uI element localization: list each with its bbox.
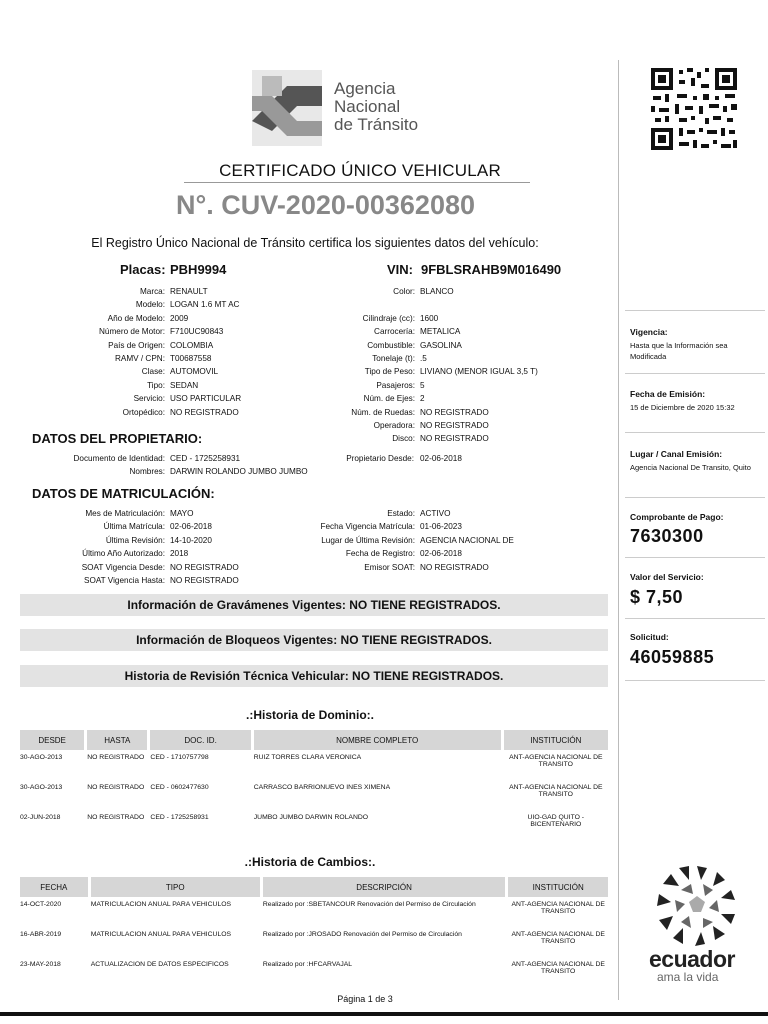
field-value: ACTIVO: [420, 509, 451, 518]
field-value: NO REGISTRADO: [170, 562, 239, 572]
table-cell: RUIZ TORRES CLARA VERONICA: [253, 754, 362, 761]
table-row: [20, 810, 608, 840]
comprobante-label: Comprobante de Pago:: [630, 512, 724, 522]
side-divider: [625, 432, 765, 433]
field-label: Tipo de Peso:: [364, 367, 415, 377]
field-value: RENAULT: [170, 287, 208, 296]
field-value: NO REGISTRADO: [420, 407, 489, 417]
field-label: Mes de Matriculación:: [85, 509, 165, 518]
field-label: Última Revisión:: [105, 535, 165, 545]
field-value: 2018: [170, 549, 189, 559]
field-label: Emisor SOAT:: [364, 562, 415, 572]
side-divider: [625, 557, 765, 558]
field-label: Última Matrícula:: [103, 522, 165, 532]
side-divider: [625, 680, 765, 681]
table-cell: ANT-AGENCIA NACIONAL DE TRANSITO: [511, 931, 605, 945]
field-label: Color:: [393, 287, 415, 296]
table-cell: 16-ABR-2019: [20, 931, 62, 938]
owner-doc-label: Documento de Identidad:: [73, 454, 165, 463]
field-label: Número de Motor:: [99, 327, 165, 337]
vigencia-label: Vigencia:: [630, 327, 668, 337]
table-row: [20, 957, 608, 987]
table-cell: UIO-GAD QUITO - BICENTENARIO: [527, 814, 585, 828]
column-header: NOMBRE COMPLETO: [254, 730, 501, 750]
owner-doc-value: CED - 1725258931: [170, 454, 241, 463]
field-label: País de Origen:: [108, 340, 165, 350]
vin-value: 9FBLSRAHB9M016490: [421, 262, 562, 277]
field-value: NO REGISTRADO: [420, 434, 489, 444]
table-cell: JUMBO JUMBO DARWIN ROLANDO: [253, 814, 369, 821]
field-value: F710UC90843: [170, 327, 224, 337]
field-label: Lugar de Última Revisión:: [321, 535, 415, 545]
field-value: 2009: [170, 313, 189, 323]
cambios-title: .:Historia de Cambios:.: [244, 855, 376, 869]
field-value: T00687558: [170, 354, 212, 363]
table-cell: CED - 1725258931: [150, 814, 209, 821]
field-label: Combustible:: [367, 340, 415, 350]
field-value: AGENCIA NACIONAL DE: [420, 535, 514, 545]
field-value: NO REGISTRADO: [420, 421, 489, 430]
table-cell: Realizado por :SBETANCOUR Renovación del Permiso de Circulación: [262, 901, 476, 908]
qr-code-icon: [649, 66, 739, 152]
emision-label: Fecha de Emisión:: [630, 389, 706, 399]
field-value: NO REGISTRADO: [170, 407, 239, 417]
registration-details-right: [250, 507, 620, 574]
owner-names-value: DARWIN ROLANDO JUMBO JUMBO: [170, 467, 308, 477]
owner-heading: DATOS DEL PROPIETARIO:: [32, 431, 203, 446]
field-value: COLOMBIA: [170, 340, 214, 350]
plate-value: PBH9994: [170, 262, 227, 277]
ecuador-brand: ecuador: [649, 946, 735, 972]
dominio-header-row: [20, 730, 608, 750]
dominio-title: .:Historia de Dominio:.: [245, 708, 374, 722]
field-label: RAMV / CPN:: [114, 354, 165, 363]
table-row: [20, 780, 608, 810]
side-divider: [625, 497, 765, 498]
field-label: Ortopédico:: [122, 407, 165, 417]
column-header: HASTA: [87, 730, 147, 750]
field-label: Cilindraje (cc):: [362, 313, 415, 323]
table-cell: CED - 0602477630: [150, 784, 209, 791]
lugar-value: Agencia Nacional De Transito, Quito: [630, 463, 751, 472]
bloqueos-band: Información de Bloqueos Vigentes: NO TIENE REGISTRADOS.: [20, 629, 608, 651]
table-row: [20, 927, 608, 957]
comprobante-value: 7630300: [630, 526, 704, 546]
field-value: BLANCO: [420, 287, 454, 296]
field-label: SOAT Vigencia Desde:: [81, 562, 165, 572]
column-header: DOC. ID.: [150, 730, 250, 750]
field-label: Tonelaje (t):: [372, 354, 415, 363]
page-number: Página 1 de 3: [337, 994, 393, 1004]
field-value: METALICA: [420, 327, 461, 337]
vehicle-details-right: [250, 285, 620, 446]
side-panel: [618, 60, 768, 1000]
field-value: AUTOMOVIL: [170, 367, 219, 377]
table-cell: ANT-AGENCIA NACIONAL DE TRANSITO: [511, 901, 605, 915]
revision-band: Historia de Revisión Técnica Vehicular: NO TIENE REGISTRADOS.: [20, 665, 608, 687]
valor-value: $ 7,50: [630, 587, 684, 607]
table-cell: 02-JUN-2018: [20, 814, 61, 821]
bottom-rule: [0, 1012, 768, 1016]
field-label: Modelo:: [135, 300, 165, 310]
column-header: INSTITUCIÓN: [508, 877, 608, 897]
table-cell: 30-AGO-2013: [20, 784, 63, 791]
ecuador-tagline: ama la vida: [657, 970, 719, 984]
field-value: NO REGISTRADO: [420, 562, 489, 572]
field-label: Tipo:: [147, 380, 165, 390]
field-label: Disco:: [392, 434, 415, 444]
table-cell: ANT-AGENCIA NACIONAL DE TRANSITO: [509, 784, 603, 798]
table-row: [20, 750, 608, 780]
agency-name-line2: Nacional: [334, 97, 401, 116]
field-value: 02-06-2018: [170, 522, 212, 532]
gravamenes-band: Información de Gravámenes Vigentes: NO TIENE REGISTRADOS.: [20, 594, 608, 616]
emision-value: 15 de Diciembre de 2020 15:32: [630, 403, 735, 412]
table-cell: ANT-AGENCIA NACIONAL DE TRANSITO: [509, 754, 603, 768]
table-cell: CED - 1710757798: [150, 754, 209, 761]
owner-since-label: Propietario Desde:: [346, 454, 414, 463]
field-value: NO REGISTRADO: [170, 576, 239, 585]
field-label: Estado:: [387, 509, 415, 518]
field-value: LIVIANO (MENOR IGUAL 3,5 T): [420, 367, 538, 377]
title-divider: [184, 182, 530, 183]
solicitud-value: 46059885: [630, 647, 715, 667]
field-label: Operadora:: [373, 421, 415, 430]
table-cell: MATRICULACION ANUAL PARA VEHICULOS: [90, 901, 232, 908]
field-value: 1600: [420, 313, 439, 323]
field-label: Núm. de Ruedas:: [351, 407, 415, 417]
field-label: Carrocería:: [374, 327, 415, 337]
field-value: GASOLINA: [420, 340, 462, 350]
plate-label: Placas:: [120, 262, 166, 277]
agency-name-line3: de Tránsito: [334, 115, 419, 134]
column-header: INSTITUCIÓN: [504, 730, 608, 750]
dominio-table: [17, 730, 611, 840]
table-row: [20, 897, 608, 927]
agency-name: [334, 80, 418, 134]
owner-names-label: Nombres:: [129, 467, 165, 477]
valor-label: Valor del Servicio:: [630, 572, 704, 582]
column-header: DESDE: [20, 730, 84, 750]
field-label: Último Año Autorizado:: [82, 549, 165, 559]
table-cell: Realizado por :JROSADO Renovación del Permiso de Circulación: [262, 931, 462, 938]
field-value: 14-10-2020: [170, 535, 212, 545]
table-cell: CARRASCO BARRIONUEVO INES XIMENA: [253, 784, 391, 791]
field-label: Marca:: [139, 287, 165, 296]
column-header: DESCRIPCIÓN: [263, 877, 506, 897]
side-divider: [625, 373, 765, 374]
vigencia-value: Hasta que la Información sea Modificada: [630, 341, 728, 361]
table-cell: ACTUALIZACION DE DATOS ESPECIFICOS: [90, 961, 229, 968]
table-cell: NO REGISTRADO: [87, 754, 145, 761]
dominio-body: [20, 750, 608, 840]
owner-details: [0, 452, 620, 480]
field-value: 02-06-2018: [420, 549, 462, 559]
field-label: Servicio:: [133, 394, 165, 404]
cambios-body: [20, 897, 608, 987]
certificate-intro: El Registro Único Nacional de Tránsito certifica los siguientes datos del vehículo:: [91, 236, 539, 250]
table-cell: ANT-AGENCIA NACIONAL DE TRANSITO: [511, 961, 605, 975]
table-cell: 14-OCT-2020: [20, 901, 62, 908]
field-value: SEDAN: [170, 380, 199, 390]
agency-logo-icon: [242, 66, 332, 150]
field-value: 2: [420, 394, 425, 404]
registration-heading: DATOS DE MATRICULACIÓN:: [32, 486, 215, 501]
lugar-label: Lugar / Canal Emisión:: [630, 449, 723, 459]
field-value: 01-06-2023: [420, 522, 462, 532]
cambios-header-row: [20, 877, 608, 897]
field-label: Núm. de Ejes:: [363, 394, 415, 404]
solicitud-label: Solicitud:: [630, 632, 669, 642]
field-value: USO PARTICULAR: [170, 394, 242, 404]
agency-name-line1: Agencia: [334, 79, 396, 98]
certificate-title: CERTIFICADO ÚNICO VEHICULAR: [219, 161, 501, 180]
field-label: Pasajeros:: [376, 380, 415, 390]
table-cell: 23-MAY-2018: [20, 961, 61, 968]
field-value: .5: [420, 354, 427, 363]
field-label: SOAT Vigencia Hasta:: [83, 576, 165, 585]
field-value: 5: [420, 380, 425, 390]
owner-since-value: 02-06-2018: [420, 454, 462, 463]
table-cell: MATRICULACION ANUAL PARA VEHICULOS: [90, 931, 232, 938]
cambios-table: [17, 877, 611, 987]
side-divider: [625, 310, 765, 311]
vin-label: VIN:: [387, 262, 413, 277]
column-header: FECHA: [20, 877, 88, 897]
table-cell: 30-AGO-2013: [20, 754, 63, 761]
table-cell: Realizado por :HFCARVAJAL: [262, 961, 353, 968]
table-cell: NO REGISTRADO: [87, 814, 145, 821]
side-divider: [625, 618, 765, 619]
table-cell: NO REGISTRADO: [87, 784, 145, 791]
field-value: MAYO: [170, 509, 194, 518]
column-header: TIPO: [91, 877, 260, 897]
field-label: Año de Modelo:: [107, 313, 165, 323]
field-value: LOGAN 1.6 MT AC: [170, 300, 240, 310]
field-label: Clase:: [141, 367, 165, 377]
field-label: Fecha Vigencia Matrícula:: [320, 522, 415, 532]
field-label: Fecha de Registro:: [345, 549, 415, 559]
certificate-number: N°. CUV-2020-00362080: [176, 190, 475, 220]
ecuador-logo-icon: [649, 862, 745, 950]
